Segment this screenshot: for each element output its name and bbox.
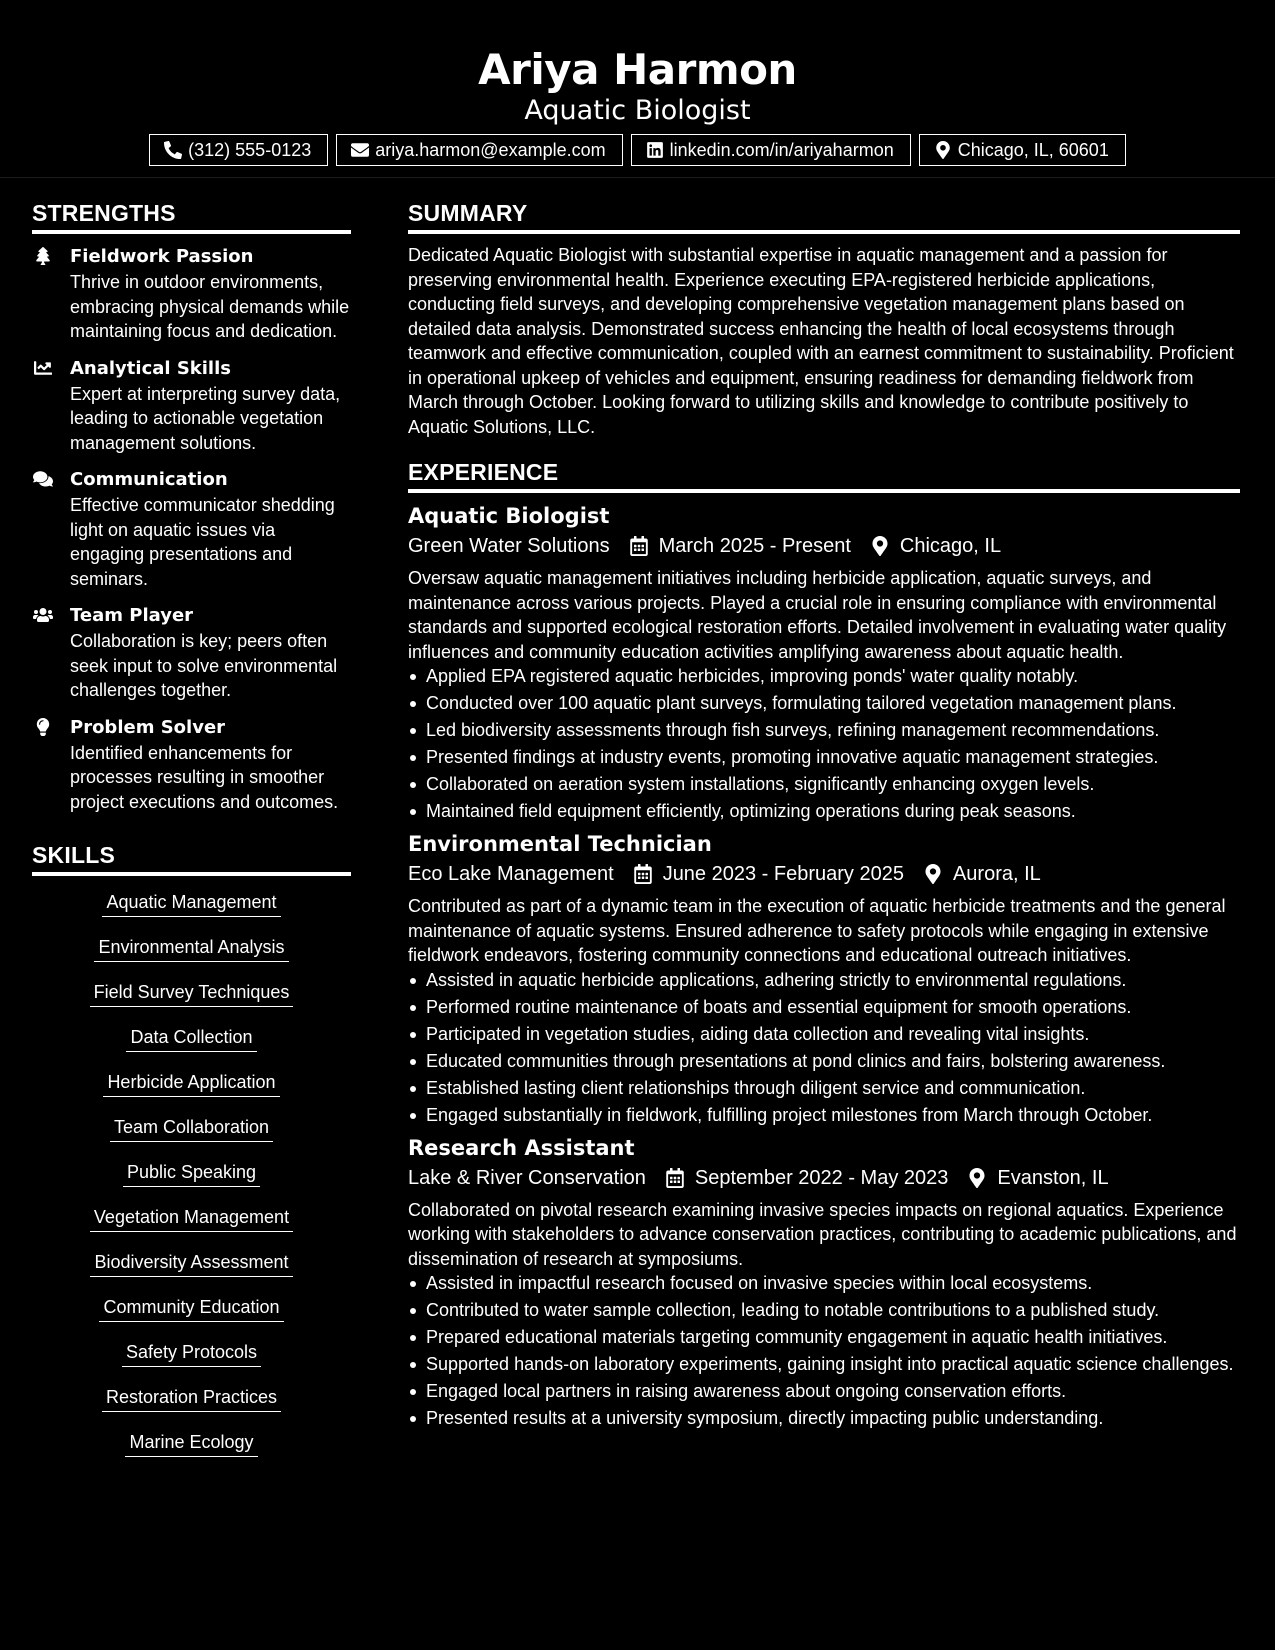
phone-icon (164, 141, 182, 159)
skill-item: Herbicide Application (103, 1070, 279, 1097)
job-dates: March 2025 - Present (658, 535, 851, 557)
bullet-item: Supported hands-on laboratory experiments, gaining insight into practical aquatic science challenges. (408, 1352, 1240, 1376)
strength-item (32, 356, 351, 456)
strength-title: Team Player (70, 605, 194, 626)
job-dates: June 2023 - February 2025 (662, 863, 904, 885)
map-pin-icon (924, 864, 942, 884)
job-location: Aurora, IL (952, 863, 1041, 885)
strength-desc: Identified enhancements for processes resulting in smoother project executions and outcomes. (70, 742, 339, 812)
bullet-item: Participated in vegetation studies, aiding data collection and revealing vital insights. (408, 1022, 1240, 1046)
experience-heading: EXPERIENCE (408, 455, 1240, 493)
users-icon (33, 606, 53, 624)
left-column (32, 196, 351, 1475)
skill-item: Safety Protocols (122, 1340, 261, 1367)
envelope-icon (351, 141, 369, 159)
skill-item: Field Survey Techniques (90, 980, 294, 1007)
job-description: Collaborated on pivotal research examining invasive species impacts on regional aquatics. Experience working with stakeholders to advance conservation practices, contributing to academic publications, and dissemination of research at symposiums. (408, 1199, 1237, 1269)
bullet-item: Conducted over 100 aquatic plant surveys, formulating tailored vegetation management plans. (408, 691, 1240, 715)
comments-icon (33, 470, 53, 488)
bullet-item: Assisted in aquatic herbicide applications, adhering strictly to environmental regulations. (408, 968, 1240, 992)
tree-icon (33, 247, 53, 265)
job-bullets (408, 664, 1240, 823)
contact-bar (0, 134, 1275, 166)
strength-item (32, 244, 351, 344)
right-column (408, 196, 1240, 1438)
job-location: Evanston, IL (997, 1166, 1109, 1189)
bullet-item: Presented findings at industry events, promoting innovative aquatic management strategies. (408, 745, 1240, 769)
bullet-item: Performed routine maintenance of boats and essential equipment for smooth operations. (408, 995, 1240, 1019)
strength-item (32, 467, 351, 591)
lightbulb-icon (33, 718, 53, 736)
skills-list (32, 886, 351, 1475)
strength-desc: Effective communicator shedding light on aquatic issues via engaging presentations and seminars. (70, 495, 335, 589)
job-company: Lake & River Conservation (408, 1166, 646, 1189)
bullet-item: Engaged local partners in raising awareness about ongoing conservation efforts. (408, 1379, 1240, 1403)
bullet-item: Collaborated on aeration system installations, significantly enhancing oxygen levels. (408, 772, 1240, 796)
summary-heading: SUMMARY (408, 196, 1240, 234)
job-meta (408, 531, 1240, 561)
calendar-icon (630, 536, 648, 556)
calendar-icon (634, 864, 652, 884)
skill-item: Marine Ecology (125, 1430, 257, 1457)
contact-phone-text: (312) 555-0123 (188, 139, 312, 160)
skill-item: Vegetation Management (90, 1205, 293, 1232)
bullet-item: Contributed to water sample collection, leading to notable contributions to a published study. (408, 1298, 1240, 1322)
job-entry (408, 1133, 1240, 1431)
resume-header (0, 0, 1275, 178)
bullet-item: Engaged substantially in fieldwork, fulfilling project milestones from March through October. (408, 1103, 1240, 1127)
job-title: Environmental Technician (408, 832, 712, 856)
job-bullets (408, 968, 1240, 1127)
skill-item: Environmental Analysis (94, 935, 288, 962)
contact-linkedin-text: linkedin.com/in/ariyaharmon (669, 139, 894, 160)
job-location: Chicago, IL (899, 535, 1002, 557)
candidate-role: Aquatic Biologist (524, 95, 751, 126)
calendar-icon (666, 1168, 684, 1188)
bullet-item: Led biodiversity assessments through fish surveys, refining management recommendations. (408, 718, 1240, 742)
skill-item: Public Speaking (123, 1160, 260, 1187)
linkedin-icon (646, 141, 664, 159)
job-description: Oversaw aquatic management initiatives including herbicide application, aquatic surveys, and maintenance across various projects. Played a crucial role in ensuring compliance with environmental standards and supported ecological restoration efforts. Detailed involvement in evaluating water quality influences and community education activities amplifying awareness about aquatic health. (408, 568, 1227, 662)
job-title: Aquatic Biologist (408, 504, 610, 528)
bullet-item: Educated communities through presentations at pond clinics and fairs, bolstering awareness. (408, 1049, 1240, 1073)
skill-item: Community Education (99, 1295, 283, 1322)
strength-item (32, 603, 351, 703)
contact-location-text: Chicago, IL, 60601 (957, 139, 1109, 160)
job-dates: September 2022 - May 2023 (694, 1166, 949, 1189)
chart-line-icon (33, 359, 53, 377)
job-description: Contributed as part of a dynamic team in the execution of aquatic herbicide treatments and the general maintenance of aquatic systems. Ensured adherence to safety protocols while engaging in extensive fieldwork endeavors, fostering community connections and educational outreach initiatives. (408, 896, 1226, 965)
strength-desc: Expert at interpreting survey data, leading to actionable vegetation management solutions. (70, 383, 341, 453)
job-meta (408, 859, 1240, 889)
map-pin-icon (934, 141, 952, 159)
map-pin-icon (968, 1168, 986, 1188)
job-company: Eco Lake Management (408, 863, 614, 885)
bullet-item: Prepared educational materials targeting community engagement in aquatic health initiatives. (408, 1325, 1240, 1349)
contact-location[interactable] (919, 134, 1126, 166)
skills-heading: SKILLS (32, 838, 351, 876)
bullet-item: Assisted in impactful research focused on invasive species within local ecosystems. (408, 1271, 1240, 1295)
bullet-item: Maintained field equipment efficiently, optimizing operations during peak seasons. (408, 799, 1240, 823)
strength-title: Fieldwork Passion (70, 246, 254, 267)
map-pin-icon (871, 536, 889, 556)
bullet-item: Presented results at a university symposium, directly impacting public understanding. (408, 1406, 1240, 1430)
summary-text: Dedicated Aquatic Biologist with substantial expertise in aquatic management and a passion for preserving environmental health. Experience executing EPA-registered herbicide applications, conducting field surveys, and developing comprehensive vegetation management plans based on detailed data analysis. Demonstrated success enhancing the health of local ecosystems through teamwork and effective communication, coupled with an earnest commitment to sustainability. Proficient in operational upkeep of vehicles and equipment, ensuring readiness for demanding fieldwork from March through October. Looking forward to utilizing skills and knowledge to contribute positively to Aquatic Solutions, LLC. (408, 245, 1234, 437)
skill-item: Aquatic Management (102, 890, 280, 917)
skill-item: Restoration Practices (102, 1385, 281, 1412)
candidate-name: Ariya Harmon (478, 45, 797, 94)
strengths-heading: STRENGTHS (32, 196, 351, 234)
job-company: Green Water Solutions (408, 535, 610, 557)
strength-desc: Collaboration is key; peers often seek input to solve environmental challenges together. (70, 631, 338, 700)
strength-item (32, 715, 351, 815)
job-bullets (408, 1271, 1240, 1430)
job-entry (408, 501, 1240, 823)
contact-linkedin[interactable] (631, 134, 911, 166)
contact-phone[interactable] (149, 134, 328, 166)
bullet-item: Established lasting client relationships through diligent service and communication. (408, 1076, 1240, 1100)
strength-title: Problem Solver (70, 716, 226, 738)
skill-item: Team Collaboration (110, 1115, 273, 1142)
strength-desc: Thrive in outdoor environments, embracing physical demands while maintaining focus and dedication. (70, 272, 350, 341)
contact-email[interactable] (336, 134, 622, 166)
skill-item: Biodiversity Assessment (90, 1250, 292, 1277)
job-title: Research Assistant (408, 1135, 635, 1160)
strength-title: Analytical Skills (70, 357, 231, 379)
job-entry (408, 829, 1240, 1127)
job-meta (408, 1163, 1240, 1193)
skill-item: Data Collection (126, 1025, 256, 1052)
bullet-item: Applied EPA registered aquatic herbicides, improving ponds' water quality notably. (408, 664, 1240, 688)
contact-email-text: ariya.harmon@example.com (375, 139, 606, 160)
strength-title: Communication (70, 469, 228, 490)
